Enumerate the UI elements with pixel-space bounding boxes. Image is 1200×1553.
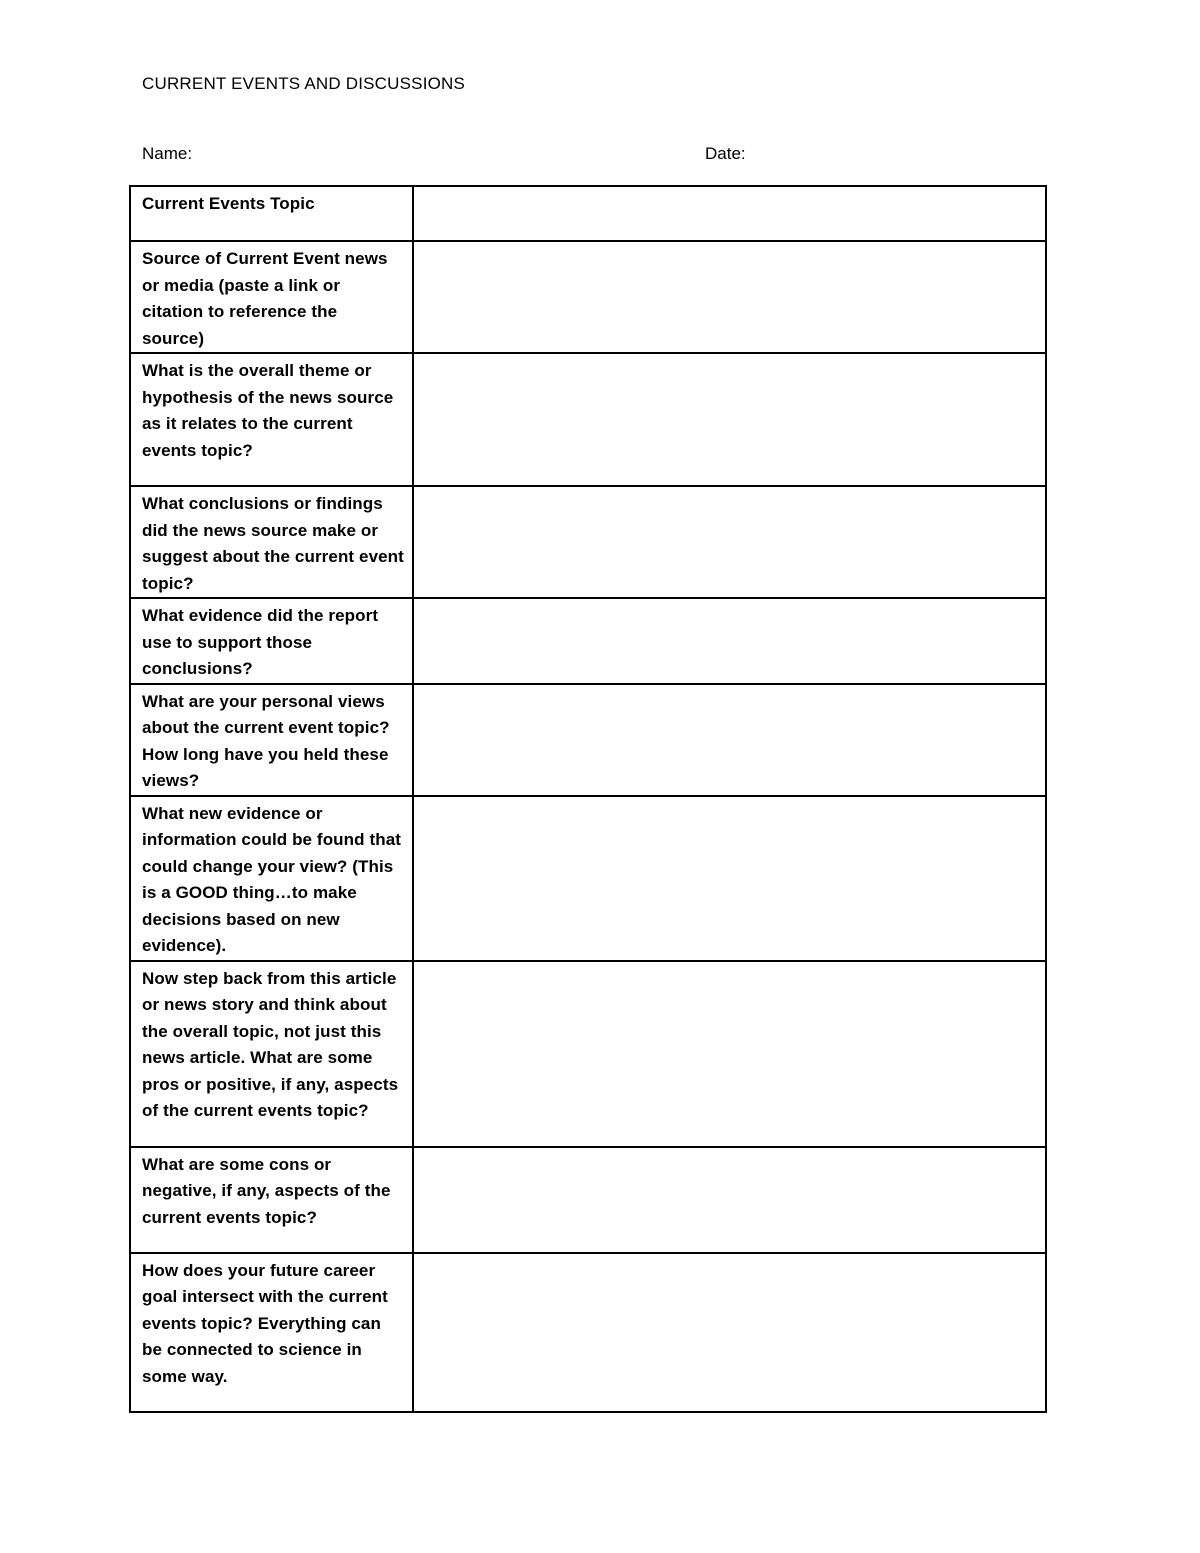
table-row	[130, 241, 1046, 353]
prompt-cell	[130, 353, 413, 486]
prompt-pros: Now step back from this article or news story and think about the overall topic, not just this news article. What are some pros or positive, if any, aspects of the current events topic?	[142, 968, 399, 1120]
answer-evidence[interactable]	[413, 598, 1046, 684]
answer-pros[interactable]	[413, 961, 1046, 1147]
answer-career-goal[interactable]	[413, 1253, 1046, 1412]
prompt-conclusions: What conclusions or findings did the news source make or suggest about the current event topic?	[142, 494, 404, 593]
date-label: Date:	[705, 144, 746, 163]
prompt-source: Source of Current Event news or media (paste a link or citation to reference the source)	[142, 249, 388, 348]
answer-current-events-topic[interactable]	[413, 186, 1046, 241]
prompt-cell	[130, 241, 413, 353]
prompt-cell	[130, 186, 413, 241]
prompt-cell	[130, 486, 413, 598]
answer-conclusions[interactable]	[413, 486, 1046, 598]
table-row	[130, 961, 1046, 1147]
table-row	[130, 796, 1046, 961]
worksheet-table	[129, 185, 1047, 1413]
name-label: Name:	[142, 144, 193, 163]
prompt-personal-views: What are your personal views about the current event topic? How long have you held these views?	[142, 691, 390, 790]
answer-personal-views[interactable]	[413, 684, 1046, 796]
prompt-evidence: What evidence did the report use to support those conclusions?	[142, 606, 379, 678]
prompt-current-events-topic: Current Events Topic	[142, 194, 315, 213]
answer-theme[interactable]	[413, 353, 1046, 486]
prompt-cell	[130, 598, 413, 684]
table-row	[130, 598, 1046, 684]
prompt-career-goal: How does your future career goal intersect with the current events topic? Everything can be connected to science in some way.	[142, 1260, 388, 1386]
prompt-cons: What are some cons or negative, if any, aspects of the current events topic?	[142, 1154, 391, 1227]
prompt-cell	[130, 1147, 413, 1253]
prompt-new-evidence: What new evidence or information could be found that could change your view? (This is a GOOD thing…to make decisions based on new evidence).	[142, 803, 402, 955]
answer-new-evidence[interactable]	[413, 796, 1046, 961]
prompt-cell	[130, 1253, 413, 1412]
prompt-cell	[130, 684, 413, 796]
answer-source[interactable]	[413, 241, 1046, 353]
answer-cons[interactable]	[413, 1147, 1046, 1253]
table-row	[130, 1253, 1046, 1412]
prompt-theme: What is the overall theme or hypothesis of the news source as it relates to the current events topic?	[142, 361, 394, 460]
prompt-cell	[130, 796, 413, 961]
document-title: CURRENT EVENTS AND DISCUSSIONS	[142, 74, 466, 93]
table-row	[130, 684, 1046, 796]
prompt-cell	[130, 961, 413, 1147]
table-row	[130, 186, 1046, 241]
table-row	[130, 353, 1046, 486]
table-row	[130, 486, 1046, 598]
table-row	[130, 1147, 1046, 1253]
